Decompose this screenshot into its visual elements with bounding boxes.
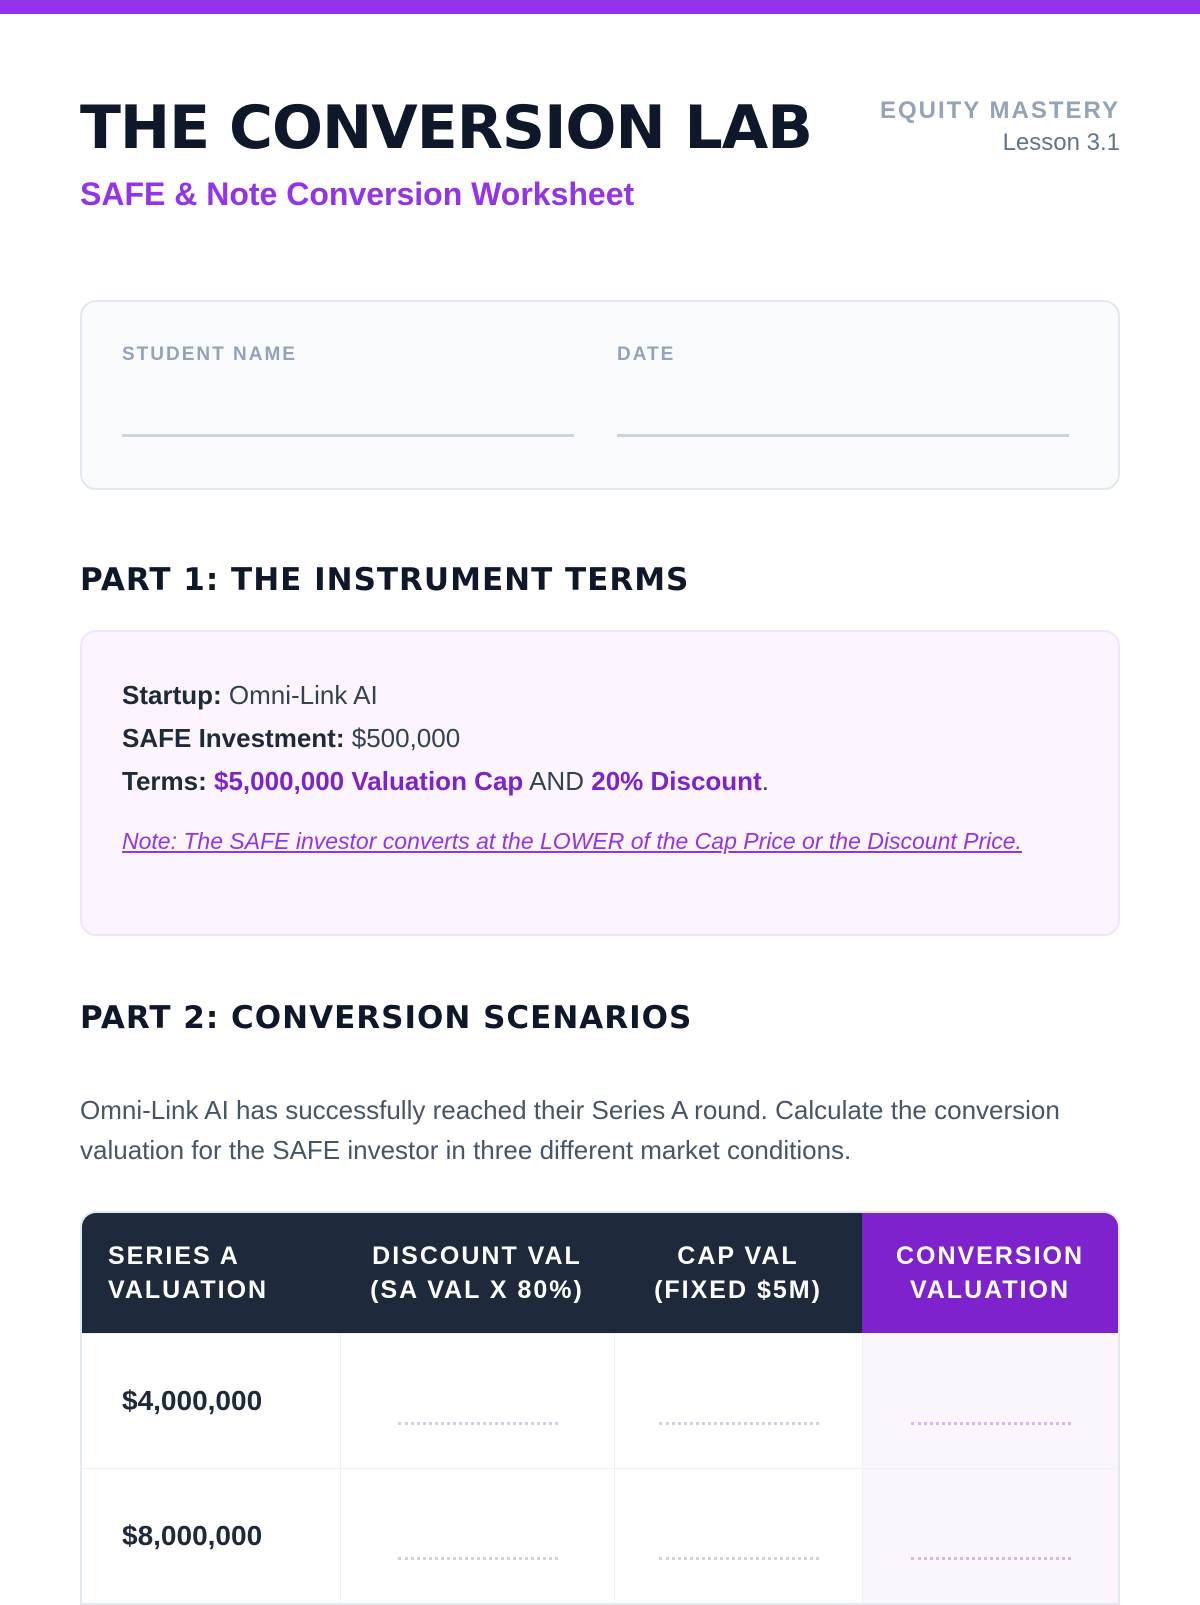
valuation-cap: $5,000,000 Valuation Cap	[214, 766, 524, 796]
answer-blank[interactable]	[398, 1422, 558, 1425]
investment-label: SAFE Investment:	[122, 723, 345, 753]
page-subtitle: SAFE & Note Conversion Worksheet	[80, 176, 635, 212]
date-label: DATE	[617, 344, 676, 365]
student-info-card	[80, 300, 1120, 490]
discount-rate: 20% Discount	[591, 766, 762, 796]
startup-value: Omni-Link AI	[228, 680, 378, 710]
startup-row	[122, 674, 1078, 717]
part1-title: PART 1: THE INSTRUMENT TERMS	[80, 562, 690, 598]
header-conversion-line2: VALUATION	[909, 1276, 1071, 1304]
terms-label: Terms:	[122, 766, 207, 796]
discount-val-cell[interactable]	[340, 1469, 614, 1603]
page-title: THE CONVERSION LAB	[80, 93, 812, 163]
header-discount-val	[340, 1213, 614, 1333]
table-header	[82, 1213, 1118, 1333]
student-name-label: STUDENT NAME	[122, 344, 297, 365]
investment-value: $500,000	[351, 723, 461, 753]
header-cap-val	[614, 1213, 862, 1333]
header-series-a	[82, 1213, 340, 1333]
scenarios-table	[80, 1211, 1120, 1605]
brand-block	[880, 96, 1120, 160]
brand-name: EQUITY MASTERY	[879, 97, 1120, 124]
terms-row	[122, 760, 1078, 803]
terms-and: AND	[529, 766, 584, 796]
table-row	[82, 1468, 1118, 1603]
header	[80, 92, 1120, 214]
conversion-valuation-cell[interactable]	[862, 1334, 1118, 1468]
top-accent-bar	[0, 0, 1200, 14]
header-discount-line1: DISCOUNT VAL	[372, 1242, 582, 1270]
header-series-a-line2: VALUATION	[108, 1276, 269, 1304]
startup-label: Startup:	[122, 680, 222, 710]
terms-card	[80, 630, 1120, 936]
discount-val-cell[interactable]	[340, 1334, 614, 1468]
student-name-line[interactable]	[122, 434, 574, 437]
student-name-field[interactable]	[122, 344, 574, 437]
series-a-valuation-cell: $4,000,000	[122, 1385, 263, 1416]
answer-blank[interactable]	[659, 1422, 819, 1425]
terms-period: .	[761, 766, 769, 796]
answer-blank[interactable]	[659, 1557, 819, 1560]
date-line[interactable]	[617, 434, 1069, 437]
conversion-note: Note: The SAFE investor converts at the LOWER of the Cap Price or the Discount Price.	[122, 828, 1022, 854]
table-row	[82, 1333, 1118, 1468]
lesson-number: Lesson 3.1	[1002, 129, 1120, 156]
part2-intro: Omni-Link AI has successfully reached their Series A round. Calculate the conversion valuation for the SAFE investor in three different market conditions.	[80, 1095, 1060, 1165]
header-conversion-line1: CONVERSION	[895, 1242, 1085, 1270]
header-cap-line1: CAP VAL	[677, 1242, 799, 1270]
cap-val-cell[interactable]	[614, 1469, 862, 1603]
answer-blank[interactable]	[398, 1557, 558, 1560]
series-a-valuation-cell: $8,000,000	[122, 1520, 263, 1551]
date-field[interactable]	[617, 344, 1069, 437]
header-discount-line2: (SA VAL X 80%)	[370, 1276, 584, 1304]
part2-title: PART 2: CONVERSION SCENARIOS	[80, 1000, 693, 1036]
answer-blank[interactable]	[911, 1422, 1071, 1425]
investment-row	[122, 717, 1078, 760]
conversion-valuation-cell[interactable]	[862, 1469, 1118, 1603]
answer-blank[interactable]	[911, 1557, 1071, 1560]
header-conversion-valuation	[862, 1213, 1118, 1333]
header-series-a-line1: SERIES A	[108, 1242, 240, 1270]
header-cap-line2: (FIXED $5M)	[654, 1276, 822, 1304]
cap-val-cell[interactable]	[614, 1334, 862, 1468]
